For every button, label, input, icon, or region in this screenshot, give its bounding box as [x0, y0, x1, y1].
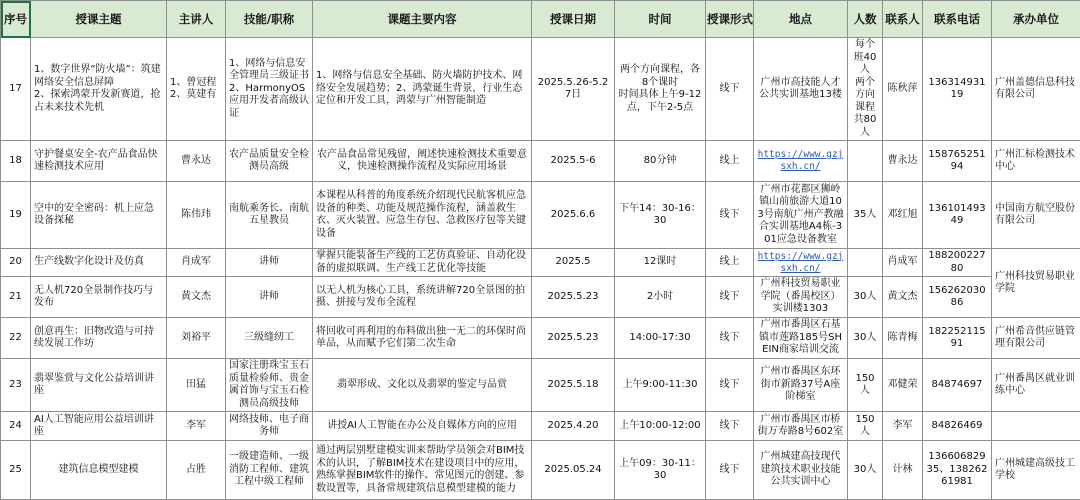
- cell-count[interactable]: 150人: [848, 359, 883, 412]
- cell-content[interactable]: 翡翠形成、文化以及翡翠的鉴定与品赏: [313, 359, 532, 412]
- header-content[interactable]: 课题主要内容: [313, 1, 532, 38]
- cell-phone[interactable]: 18820022780: [923, 249, 992, 277]
- header-phone[interactable]: 联系电话: [923, 1, 992, 38]
- cell-phone[interactable]: 15626203086: [923, 277, 992, 318]
- cell-date[interactable]: 2025.4.20: [532, 412, 615, 441]
- cell-no[interactable]: 19: [1, 182, 31, 249]
- cell-org[interactable]: 广州番禺区就业训练中心: [992, 359, 1080, 412]
- cell-no[interactable]: 25: [1, 441, 31, 500]
- cell-content[interactable]: 本课程从科普的角度系统介绍现代民航客机应急设备的种类、功能及规范操作流程，涵盖救生衣、灭火装置、应急生存包、急救医疗包等关键设备: [313, 182, 532, 249]
- cell-speaker[interactable]: 肖成军: [167, 249, 226, 277]
- cell-date[interactable]: 2025.6.6: [532, 182, 615, 249]
- cell-org[interactable]: [992, 412, 1080, 441]
- cell-no[interactable]: 21: [1, 277, 31, 318]
- cell-mode[interactable]: 线下: [706, 277, 754, 318]
- header-topic[interactable]: 授课主题: [31, 1, 167, 38]
- cell-topic[interactable]: 空中的安全密码：机上应急设备探秘: [31, 182, 167, 249]
- cell-org[interactable]: 广州希音供应链管理有限公司: [992, 318, 1080, 359]
- cell-topic[interactable]: 守护餐桌安全-农产品食品快速检测技术应用: [31, 141, 167, 182]
- cell-phone[interactable]: 84874697: [923, 359, 992, 412]
- cell-content[interactable]: 通过两层别墅建模实训来帮助学员领会对BIM技术的认识，了解BIM技术在建设项目中的应用，熟练掌握BIM软件的操作、常见图元的创建、参数设置等，具备常规建筑信息模型建模的能力: [313, 441, 532, 500]
- table-row: [1, 182, 1080, 249]
- cell-place-link[interactable]: https://www.gzjsxh.cn/: [754, 249, 848, 277]
- cell-speaker[interactable]: 占胜: [167, 441, 226, 500]
- cell-topic[interactable]: 1、数字世界“防火墙”：筑建网络安全信息屏障 2、探索鸿蒙开发新赛道，抢占未来技术先机: [31, 38, 167, 141]
- header-date[interactable]: 授课日期: [532, 1, 615, 38]
- cell-org-merged[interactable]: 广州科技贸易职业学院: [992, 249, 1080, 318]
- cell-title[interactable]: 网络技师、电子商务师: [226, 412, 313, 441]
- cell-topic[interactable]: 翡翠鉴赏与文化公益培训讲座: [31, 359, 167, 412]
- cell-title[interactable]: 一级建造师、一级消防工程师、建筑工程中级工程师: [226, 441, 313, 500]
- cell-content[interactable]: 1、网络与信息安全基础、防火墙防护技术、网络安全发展趋势；2、鸿蒙诞生背景，行业生态定位和开发工具，鸿蒙与广州智能制造: [313, 38, 532, 141]
- cell-count[interactable]: [848, 141, 883, 182]
- cell-time[interactable]: 上午09：30-11：30: [615, 441, 706, 500]
- cell-count[interactable]: [848, 249, 883, 277]
- cell-count[interactable]: 30人: [848, 318, 883, 359]
- cell-content[interactable]: 讲授AI人工智能在办公及自媒体方向的应用: [313, 412, 532, 441]
- header-org[interactable]: 承办单位: [992, 1, 1080, 38]
- table-row: [1, 141, 1080, 182]
- table-row: [1, 359, 1080, 412]
- cell-contact[interactable]: 计林: [883, 441, 923, 500]
- cell-date[interactable]: 2025.5-6: [532, 141, 615, 182]
- cell-topic[interactable]: AI人工智能应用公益培训讲座: [31, 412, 167, 441]
- cell-contact[interactable]: 肖成军: [883, 249, 923, 277]
- cell-contact[interactable]: 曹永达: [883, 141, 923, 182]
- header-row: [1, 1, 1080, 38]
- cell-title[interactable]: 南航乘务长、南航五星教员: [226, 182, 313, 249]
- cell-time[interactable]: 两个方向课程，各8个课时 时间具体上午9-12点，下午2-5点: [615, 38, 706, 141]
- cell-contact[interactable]: 黄文杰: [883, 277, 923, 318]
- cell-place-link[interactable]: https://www.gzjsxh.cn/: [754, 141, 848, 182]
- cell-no[interactable]: 20: [1, 249, 31, 277]
- cell-time[interactable]: 12课时: [615, 249, 706, 277]
- cell-speaker[interactable]: 黄文杰: [167, 277, 226, 318]
- cell-org[interactable]: 广州盖德信息科技有限公司: [992, 38, 1080, 141]
- cell-content[interactable]: 将回收可再利用的布料做出独一无二的环保时尚单品，从而赋予它们第二次生命: [313, 318, 532, 359]
- table-row: [1, 277, 1080, 318]
- cell-speaker[interactable]: 陈伟玮: [167, 182, 226, 249]
- cell-place[interactable]: 广州市番禺区市桥街万寿路8号602室: [754, 412, 848, 441]
- cell-content[interactable]: 掌握只能装备生产线的工艺仿真验证、自动化设备的虚拟联调、生产线工艺优化等技能: [313, 249, 532, 277]
- cell-mode[interactable]: 线上: [706, 141, 754, 182]
- cell-no[interactable]: 23: [1, 359, 31, 412]
- cell-title[interactable]: 农产品质量安全检测员高级: [226, 141, 313, 182]
- cell-title[interactable]: 讲师: [226, 277, 313, 318]
- cell-phone[interactable]: 84826469: [923, 412, 992, 441]
- table-row: [1, 38, 1080, 141]
- cell-mode[interactable]: 线下: [706, 359, 754, 412]
- header-speaker[interactable]: 主讲人: [167, 1, 226, 38]
- cell-speaker[interactable]: 刘裕平: [167, 318, 226, 359]
- cell-mode[interactable]: 线下: [706, 182, 754, 249]
- cell-title[interactable]: 国家注册珠宝玉石质量检验师、贵金属首饰与宝玉石检测员高级技师: [226, 359, 313, 412]
- cell-speaker[interactable]: 1、曾冠程 2、莫建有: [167, 38, 226, 141]
- cell-phone[interactable]: 13610149349: [923, 182, 992, 249]
- cell-mode[interactable]: 线下: [706, 412, 754, 441]
- cell-place[interactable]: 广州城建高技现代建筑技术职业技能公共实训中心: [754, 441, 848, 500]
- cell-phone[interactable]: 13631493119: [923, 38, 992, 141]
- cell-speaker[interactable]: 李军: [167, 412, 226, 441]
- cell-time[interactable]: 上午9:00-11:30: [615, 359, 706, 412]
- cell-time[interactable]: 80分钟: [615, 141, 706, 182]
- cell-topic[interactable]: 生产线数字化设计及仿真: [31, 249, 167, 277]
- cell-date[interactable]: 2025.5.23: [532, 277, 615, 318]
- cell-content[interactable]: 农产品食品常见残留，阐述快速检测技术重要意义，快速检测操作流程及实际应用场景: [313, 141, 532, 182]
- cell-org[interactable]: 广州汇标检测技术中心: [992, 141, 1080, 182]
- cell-date[interactable]: 2025.05.24: [532, 441, 615, 500]
- cell-count[interactable]: 35人: [848, 182, 883, 249]
- cell-org[interactable]: 广州城建高级技工学校: [992, 441, 1080, 500]
- header-no[interactable]: 序号: [1, 1, 31, 38]
- cell-contact[interactable]: 李军: [883, 412, 923, 441]
- cell-topic[interactable]: 创意再生：旧物改造与可持续发展工作坊: [31, 318, 167, 359]
- cell-date[interactable]: 2025.5.23: [532, 318, 615, 359]
- cell-mode[interactable]: 线下: [706, 318, 754, 359]
- table-row: [1, 318, 1080, 359]
- table-row: [1, 441, 1080, 500]
- header-count[interactable]: 人数: [848, 1, 883, 38]
- table-row: [1, 249, 1080, 277]
- cell-mode[interactable]: 线下: [706, 441, 754, 500]
- cell-place[interactable]: 广州市番禺区石基镇市莲路185号SHEIN商家培训交流: [754, 318, 848, 359]
- cell-no[interactable]: 22: [1, 318, 31, 359]
- header-title[interactable]: 技能/职称: [226, 1, 313, 38]
- cell-phone[interactable]: 13660682935、13826261981: [923, 441, 992, 500]
- cell-contact[interactable]: 邓红旭: [883, 182, 923, 249]
- cell-title[interactable]: 讲师: [226, 249, 313, 277]
- cell-phone[interactable]: 15876525194: [923, 141, 992, 182]
- cell-mode[interactable]: 线上: [706, 249, 754, 277]
- cell-no[interactable]: 18: [1, 141, 31, 182]
- cell-speaker[interactable]: 曹永达: [167, 141, 226, 182]
- header-time[interactable]: 时间: [615, 1, 706, 38]
- cell-mode[interactable]: 线下: [706, 38, 754, 141]
- cell-content[interactable]: 以无人机为核心工具，系统讲解720全景图的拍摄、拼接与发布全流程: [313, 277, 532, 318]
- cell-contact[interactable]: 陈青梅: [883, 318, 923, 359]
- cell-place[interactable]: 广州科技贸易职业学院（番禺校区）实训楼1303: [754, 277, 848, 318]
- cell-count[interactable]: 30人: [848, 277, 883, 318]
- table-row: [1, 412, 1080, 441]
- cell-date[interactable]: 2025.5: [532, 249, 615, 277]
- cell-count[interactable]: 30人: [848, 441, 883, 500]
- header-contact[interactable]: 联系人: [883, 1, 923, 38]
- cell-topic[interactable]: 无人机720全景制作技巧与发布: [31, 277, 167, 318]
- cell-contact[interactable]: 陈秋萍: [883, 38, 923, 141]
- cell-place[interactable]: 广州市番禺区东环街市新路37号A座阶梯室: [754, 359, 848, 412]
- cell-time[interactable]: 下午14：30-16：30: [615, 182, 706, 249]
- cell-date[interactable]: 2025.5.26-5.27日: [532, 38, 615, 141]
- header-place[interactable]: 地点: [754, 1, 848, 38]
- cell-title[interactable]: 三级缝纫工: [226, 318, 313, 359]
- cell-time[interactable]: 14:00-17:30: [615, 318, 706, 359]
- cell-time[interactable]: 2小时: [615, 277, 706, 318]
- cell-topic[interactable]: 建筑信息模型建模: [31, 441, 167, 500]
- cell-phone[interactable]: 18225211591: [923, 318, 992, 359]
- cell-count[interactable]: 150人: [848, 412, 883, 441]
- cell-no[interactable]: 24: [1, 412, 31, 441]
- cell-place[interactable]: 广州市花都区狮岭镇山前旅游大道103号南航广州产教融合实训基地A4栋-301应急设备教室: [754, 182, 848, 249]
- header-mode[interactable]: 授课形式: [706, 1, 754, 38]
- cell-place[interactable]: 广州市高技能人才公共实训基地13楼: [754, 38, 848, 141]
- cell-org[interactable]: 中国南方航空股份有限公司: [992, 182, 1080, 249]
- cell-title[interactable]: 1、网络与信息安全管理员三级证书 2、HarmonyOS应用开发者高级认证: [226, 38, 313, 141]
- cell-count[interactable]: 每个班40人 两个方向课程共80人: [848, 38, 883, 141]
- cell-no[interactable]: 17: [1, 38, 31, 141]
- cell-speaker[interactable]: 田猛: [167, 359, 226, 412]
- cell-contact[interactable]: 邓健荣: [883, 359, 923, 412]
- cell-date[interactable]: 2025.5.18: [532, 359, 615, 412]
- cell-time[interactable]: 上午10:00-12:00: [615, 412, 706, 441]
